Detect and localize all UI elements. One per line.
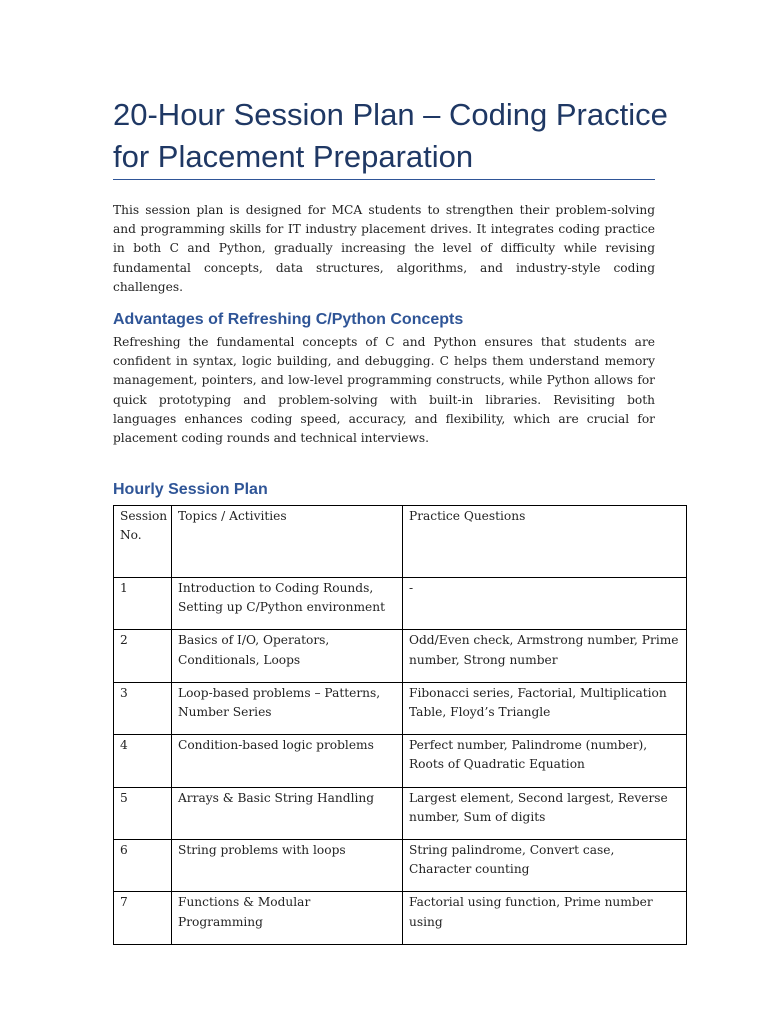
document-title: 20-Hour Session Plan – Coding Practice for Placement Preparation [113, 97, 668, 174]
column-header-practice-questions: Practice Questions [403, 506, 687, 578]
session-number-cell: 7 [114, 892, 172, 944]
practice-questions-cell: String palindrome, Convert case, Character counting [403, 840, 687, 892]
table-row [114, 578, 687, 630]
topic-cell: Loop-based problems – Patterns, Number Series [172, 682, 403, 734]
session-number-cell: 3 [114, 682, 172, 734]
practice-questions-cell: Fibonacci series, Factorial, Multiplication Table, Floyd’s Triangle [403, 682, 687, 734]
topic-cell: String problems with loops [172, 840, 403, 892]
session-number-cell: 2 [114, 630, 172, 682]
topic-cell: Introduction to Coding Rounds, Setting up C/Python environment [172, 578, 403, 630]
table-row [114, 735, 687, 787]
column-header-session-no: Session No. [114, 506, 172, 578]
session-number-cell: 1 [114, 578, 172, 630]
practice-questions-cell: Odd/Even check, Armstrong number, Prime number, Strong number [403, 630, 687, 682]
table-row [114, 682, 687, 734]
session-number-cell: 4 [114, 735, 172, 787]
practice-questions-cell: Perfect number, Palindrome (number), Roots of Quadratic Equation [403, 735, 687, 787]
practice-questions-cell: Largest element, Second largest, Reverse number, Sum of digits [403, 787, 687, 839]
table-row [114, 787, 687, 839]
session-plan-heading: Hourly Session Plan [113, 481, 268, 498]
session-number-cell: 6 [114, 840, 172, 892]
advantages-paragraph: Refreshing the fundamental concepts of C and Python ensures that students are confident in syntax, logic building, and debugging. C helps them understand memory management, pointers, and low-level programming constructs, while Python allows for quick prototyping and problem-solving with built-in libraries. Revisiting both languages enhances coding speed, accuracy, and flexibility, which are crucial for placement coding rounds and technical interviews. [113, 335, 655, 446]
intro-paragraph: This session plan is designed for MCA students to strengthen their problem-solving and programming skills for IT industry placement drives. It integrates coding practice in both C and Python, gradually increasing the level of difficulty while revising fundamental concepts, data structures, algorithms, and industry-style coding challenges. [113, 203, 655, 294]
topic-cell: Functions & Modular Programming [172, 892, 403, 944]
column-header-topics: Topics / Activities [172, 506, 403, 578]
table-row [114, 630, 687, 682]
topic-cell: Basics of I/O, Operators, Conditionals, Loops [172, 630, 403, 682]
topic-cell: Condition-based logic problems [172, 735, 403, 787]
session-number-cell: 5 [114, 787, 172, 839]
table-row [114, 840, 687, 892]
topic-cell: Arrays & Basic String Handling [172, 787, 403, 839]
table-header-row [114, 506, 687, 578]
advantages-heading: Advantages of Refreshing C/Python Concepts [113, 311, 464, 328]
title-underline [113, 179, 655, 180]
table-row [114, 892, 687, 944]
practice-questions-cell: Factorial using function, Prime number using [403, 892, 687, 944]
practice-questions-cell: - [403, 578, 687, 630]
session-plan-table [113, 505, 687, 945]
